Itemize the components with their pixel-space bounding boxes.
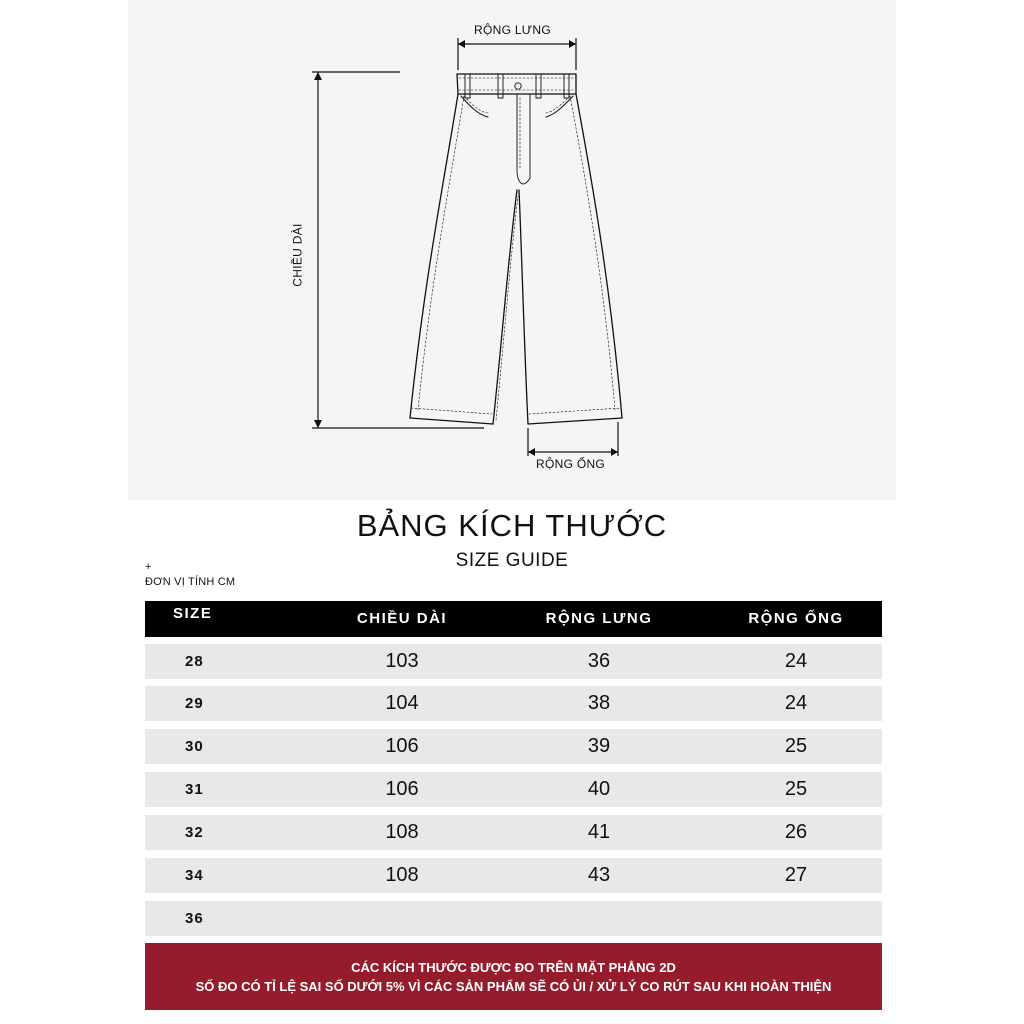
table-row: [145, 858, 882, 893]
table-row: [145, 729, 882, 764]
cell-size: 31: [185, 781, 204, 798]
cell-waist: 39: [587, 735, 611, 757]
cell-size: 30: [185, 738, 204, 755]
cell-size: 36: [185, 910, 204, 927]
measurement-diagram: [128, 0, 896, 500]
cell-length: 103: [385, 650, 419, 672]
cell-length: 106: [385, 778, 419, 800]
measurement-note-banner: [145, 943, 882, 1010]
unit-note: ĐƠN VỊ TÍNH CM: [145, 576, 236, 588]
cell-length: 108: [385, 864, 419, 886]
note-line-1: CÁC KÍCH THƯỚC ĐƯỢC ĐO TRÊN MẶT PHẲNG 2D: [351, 960, 676, 975]
table-header: [145, 601, 882, 637]
cell-waist: 41: [587, 821, 611, 843]
table-row: [145, 772, 882, 807]
cell-length: 104: [385, 692, 419, 714]
length-label: CHIỀU DÀI: [290, 223, 305, 287]
page-title: BẢNG KÍCH THƯỚC: [356, 508, 668, 543]
cell-leg: 26: [784, 821, 808, 843]
cell-leg: 25: [784, 735, 808, 757]
cell-leg: 25: [784, 778, 808, 800]
cell-leg: 24: [784, 692, 808, 714]
table-row: [145, 686, 882, 721]
leg-opening-label: RỘNG ỐNG: [536, 457, 606, 471]
cell-waist: 40: [587, 778, 611, 800]
waist-width-label: RỘNG LƯNG: [474, 23, 551, 37]
cell-size: 34: [185, 867, 204, 884]
table-row: [145, 815, 882, 850]
cell-waist: 43: [587, 864, 611, 886]
header-waist: RỘNG LƯNG: [545, 610, 653, 627]
pants-illustration: [128, 0, 896, 500]
page-subtitle: SIZE GUIDE: [455, 550, 569, 571]
cell-length: 108: [385, 821, 419, 843]
cell-size: 29: [185, 695, 204, 712]
cell-waist: 36: [587, 650, 611, 672]
header-size: SIZE: [173, 605, 213, 622]
header-leg: RỘNG ỐNG: [748, 610, 844, 627]
cell-length: 106: [385, 735, 419, 757]
header-length: CHIỀU DÀI: [356, 610, 448, 627]
cell-leg: 24: [784, 650, 808, 672]
note-line-2: SỐ ĐO CÓ TỈ LỆ SAI SỐ DƯỚI 5% VÌ CÁC SẢN PHẨM SẼ CÓ ỦI / XỬ LÝ CO RÚT SAU KHI HOÀN THIỆN: [195, 979, 832, 994]
cell-leg: 27: [784, 864, 808, 886]
plus-mark: +: [145, 561, 152, 573]
size-table: [145, 601, 882, 927]
cell-waist: 38: [587, 692, 611, 714]
cell-size: 32: [185, 824, 204, 841]
table-row: [145, 644, 882, 679]
table-row: [145, 901, 882, 936]
cell-size: 28: [185, 653, 204, 670]
